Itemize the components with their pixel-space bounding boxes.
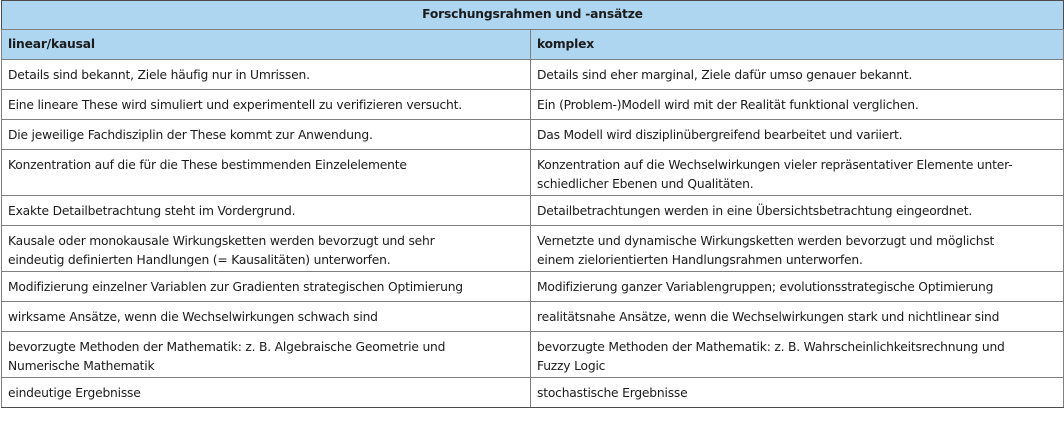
cell-linear: Konzentration auf die für die These bestimmenden Einzelelemente xyxy=(2,150,531,196)
table-row xyxy=(2,150,1064,196)
cell-linear: Modifizierung einzelner Variablen zur Gradienten strategischen Optimierung xyxy=(2,272,531,302)
cell-komplex: Modifizierung ganzer Variablengruppen; evolutionsstrategische Optimierung xyxy=(531,272,1064,302)
cell-komplex: Vernetzte und dynamische Wirkungsketten werden bevorzugt und möglichst einem zielorientierten Handlungsrahmen unterworfen. xyxy=(531,226,1064,272)
cell-linear: Eine lineare These wird simuliert und experimentell zu verifizieren versucht. xyxy=(2,90,531,120)
table-row xyxy=(2,272,1064,302)
cell-komplex: Details sind eher marginal, Ziele dafür umso genauer bekannt. xyxy=(531,60,1064,90)
cell-komplex: Ein (Problem-)Modell wird mit der Realität funktional verglichen. xyxy=(531,90,1064,120)
column-header-komplex: komplex xyxy=(531,30,1064,60)
column-header-linear: linear/kausal xyxy=(2,30,531,60)
cell-komplex: Das Modell wird disziplinübergreifend bearbeitet und variiert. xyxy=(531,120,1064,150)
table-row xyxy=(2,332,1064,378)
cell-komplex: Konzentration auf die Wechselwirkungen vieler repräsentativer Elemente unter- schiedlicher Ebenen und Qualitäten. xyxy=(531,150,1064,196)
table-row xyxy=(2,196,1064,226)
table-row xyxy=(2,302,1064,332)
cell-linear: bevorzugte Methoden der Mathematik: z. B. Algebraische Geometrie und Numerische Mathematik xyxy=(2,332,531,378)
table-row xyxy=(2,90,1064,120)
cell-komplex: stochastische Ergebnisse xyxy=(531,378,1064,408)
cell-komplex: Detailbetrachtungen werden in eine Übersichtsbetrachtung eingeordnet. xyxy=(531,196,1064,226)
cell-linear: Die jeweilige Fachdisziplin der These kommt zur Anwendung. xyxy=(2,120,531,150)
table-row xyxy=(2,378,1064,408)
cell-linear: Exakte Detailbetrachtung steht im Vordergrund. xyxy=(2,196,531,226)
cell-linear: eindeutige Ergebnisse xyxy=(2,378,531,408)
table-row xyxy=(2,120,1064,150)
table-row xyxy=(2,226,1064,272)
cell-linear: wirksame Ansätze, wenn die Wechselwirkungen schwach sind xyxy=(2,302,531,332)
table-row xyxy=(2,60,1064,90)
table-title: Forschungsrahmen und -ansätze xyxy=(2,1,1064,30)
cell-linear: Kausale oder monokausale Wirkungsketten werden bevorzugt und sehr eindeutig definierten Handlungen (= Kausalitäten) unterworfen. xyxy=(2,226,531,272)
cell-komplex: bevorzugte Methoden der Mathematik: z. B. Wahrscheinlichkeitsrechnung und Fuzzy Logic xyxy=(531,332,1064,378)
cell-komplex: realitätsnahe Ansätze, wenn die Wechselwirkungen stark und nichtlinear sind xyxy=(531,302,1064,332)
cell-linear: Details sind bekannt, Ziele häufig nur in Umrissen. xyxy=(2,60,531,90)
comparison-table xyxy=(1,0,1064,408)
